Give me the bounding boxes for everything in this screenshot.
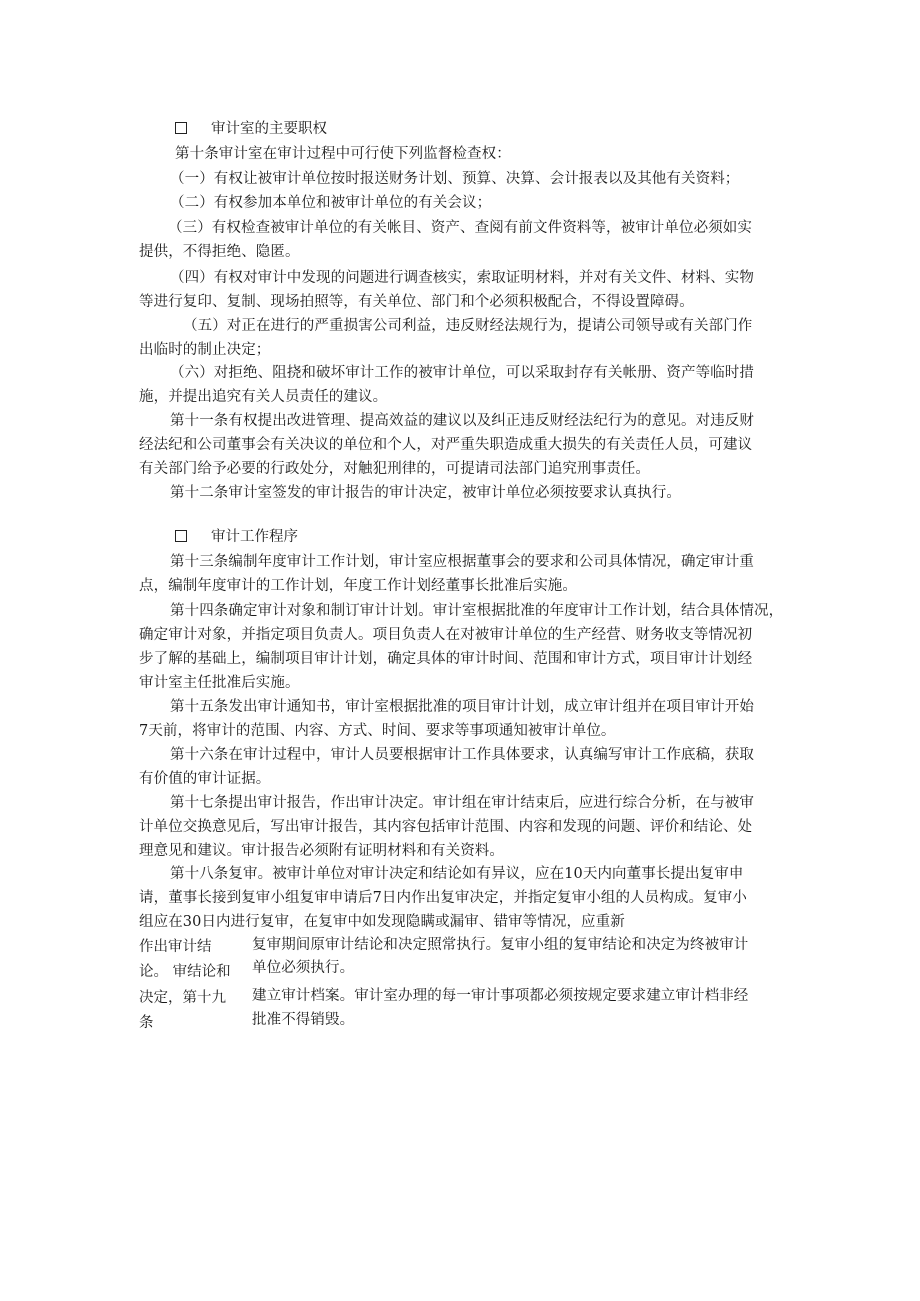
margin-fragment: 论。 审结论和 xyxy=(139,964,231,980)
paragraph-line: 点，编制年度审计的工作计划，年度工作计划经董事长批准后实施。 xyxy=(139,578,577,594)
paragraph-line: （二）有权参加本单位和被审计单位的有关会议； xyxy=(170,195,492,211)
paragraph-line: 请，董事长接到复审小组复审申请后7日内作出复审决定，并指定复审小组的人员构成。复审小 xyxy=(139,890,747,906)
paragraph-line: 第十条审计室在审计过程中可行使下列监督检查权： xyxy=(175,146,511,162)
paragraph-line: 等进行复印、复制、现场拍照等，有关单位、部门和个必须积极配合，不得设置障碍。 xyxy=(139,294,694,310)
paragraph-line: 批准不得销毁。 xyxy=(252,1012,355,1028)
paragraph-line: 7天前，将审计的范围、内容、方式、时间、要求等事项通知被审计单位。 xyxy=(139,723,616,739)
paragraph-line: 建立审计档案。审计室办理的每一审计事项都必须按规定要求建立审计档非经 xyxy=(252,988,749,1004)
checkbox-icon xyxy=(175,530,187,542)
paragraph-line: 施，并提出追究有关人员责任的建议。 xyxy=(139,389,388,405)
paragraph-line: 第十三条编制年度审计工作计划，审计室应根据董事会的要求和公司具体情况，确定审计重 xyxy=(170,554,754,570)
paragraph-line: 出临时的制止决定； xyxy=(139,342,271,358)
section-heading xyxy=(175,527,298,547)
paragraph-line: 组应在30日内进行复审，在复审中如发现隐瞒或漏审、错审等情况，应重新 xyxy=(139,914,625,930)
paragraph-line: 理意见和建议。审计报告必须附有证明材料和有关资料。 xyxy=(139,843,504,859)
paragraph-line: （四）有权对审计中发现的问题进行调查核实，索取证明材料，并对有关文件、材料、实物 xyxy=(170,270,754,286)
checkbox-icon xyxy=(175,122,187,134)
paragraph-line: （一）有权让被审计单位按时报送财务计划、预算、决算、会计报表以及其他有关资料； xyxy=(170,171,740,187)
section-heading xyxy=(175,119,327,139)
paragraph-line: 经法纪和公司董事会有关决议的单位和个人，对严重失职造成重大损失的有关责任人员，可建议 xyxy=(139,437,753,453)
margin-fragment: 条 xyxy=(139,1015,154,1031)
paragraph-line: 有价值的审计证据。 xyxy=(139,771,271,787)
paragraph-line: （三）有权检查被审计单位的有关帐目、资产、查阅有前文件资料等，被审计单位必须如实 xyxy=(168,220,752,236)
paragraph-line: 第十一条有权提出改进管理、提高效益的建议以及纠正违反财经法纪行为的意见。对违反财 xyxy=(170,413,754,429)
section-title: 审计工作程序 xyxy=(211,529,298,545)
margin-fragment: 决定，第十九 xyxy=(139,990,226,1006)
paragraph-line: 复审期间原审计结论和决定照常执行。复审小组的复审结论和决定为终被审计 xyxy=(252,937,749,953)
paragraph-line: 计单位交换意见后，写出审计报告，其内容包括审计范围、内容和发现的问题、评价和结论、处 xyxy=(139,819,753,835)
margin-fragment: 作出审计结 xyxy=(139,939,212,955)
paragraph-line: （六）对拒绝、阻挠和破坏审计工作的被审计单位，可以采取封存有关帐册、资产等临时措 xyxy=(170,365,754,381)
section-title: 审计室的主要职权 xyxy=(211,121,327,137)
paragraph-line: 第十二条审计室签发的审计报告的审计决定，被审计单位必须按要求认真执行。 xyxy=(170,485,681,501)
paragraph-line: 第十五条发出审计通知书，审计室根据批准的项目审计计划，成立审计组并在项目审计开始 xyxy=(170,699,754,715)
paragraph-line: 步了解的基础上，编制项目审计计划，确定具体的审计时间、范围和审计方式，项目审计计划经 xyxy=(139,651,753,667)
paragraph-line: 单位必须执行。 xyxy=(252,960,355,976)
paragraph-line: 第十四条确定审计对象和制订审计计划。审计室根据批准的年度审计工作计划，结合具体情况， xyxy=(170,603,784,619)
paragraph-line: 确定审计对象，并指定项目负责人。项目负责人在对被审计单位的生产经营、财务收支等情况初 xyxy=(139,627,753,643)
paragraph-line: 第十八条复审。被审计单位对审计决定和结论如有异议，应在10天内向董事长提出复审申 xyxy=(170,866,744,882)
paragraph-line: 有关部门给予必要的行政处分，对触犯刑律的，可提请司法部门追究刑事责任。 xyxy=(139,461,650,477)
paragraph-line: 第十六条在审计过程中，审计人员要根据审计工作具体要求，认真编写审计工作底稿，获取 xyxy=(170,747,754,763)
paragraph-line: 第十七条提出审计报告，作出审计决定。审计组在审计结束后，应进行综合分析，在与被审 xyxy=(170,795,754,811)
paragraph-line: 审计室主任批准后实施。 xyxy=(139,675,300,691)
paragraph-line: （五）对正在进行的严重损害公司利益，违反财经法规行为，提请公司领导或有关部门作 xyxy=(183,318,753,334)
paragraph-line: 提供，不得拒绝、隐匿。 xyxy=(139,244,300,260)
